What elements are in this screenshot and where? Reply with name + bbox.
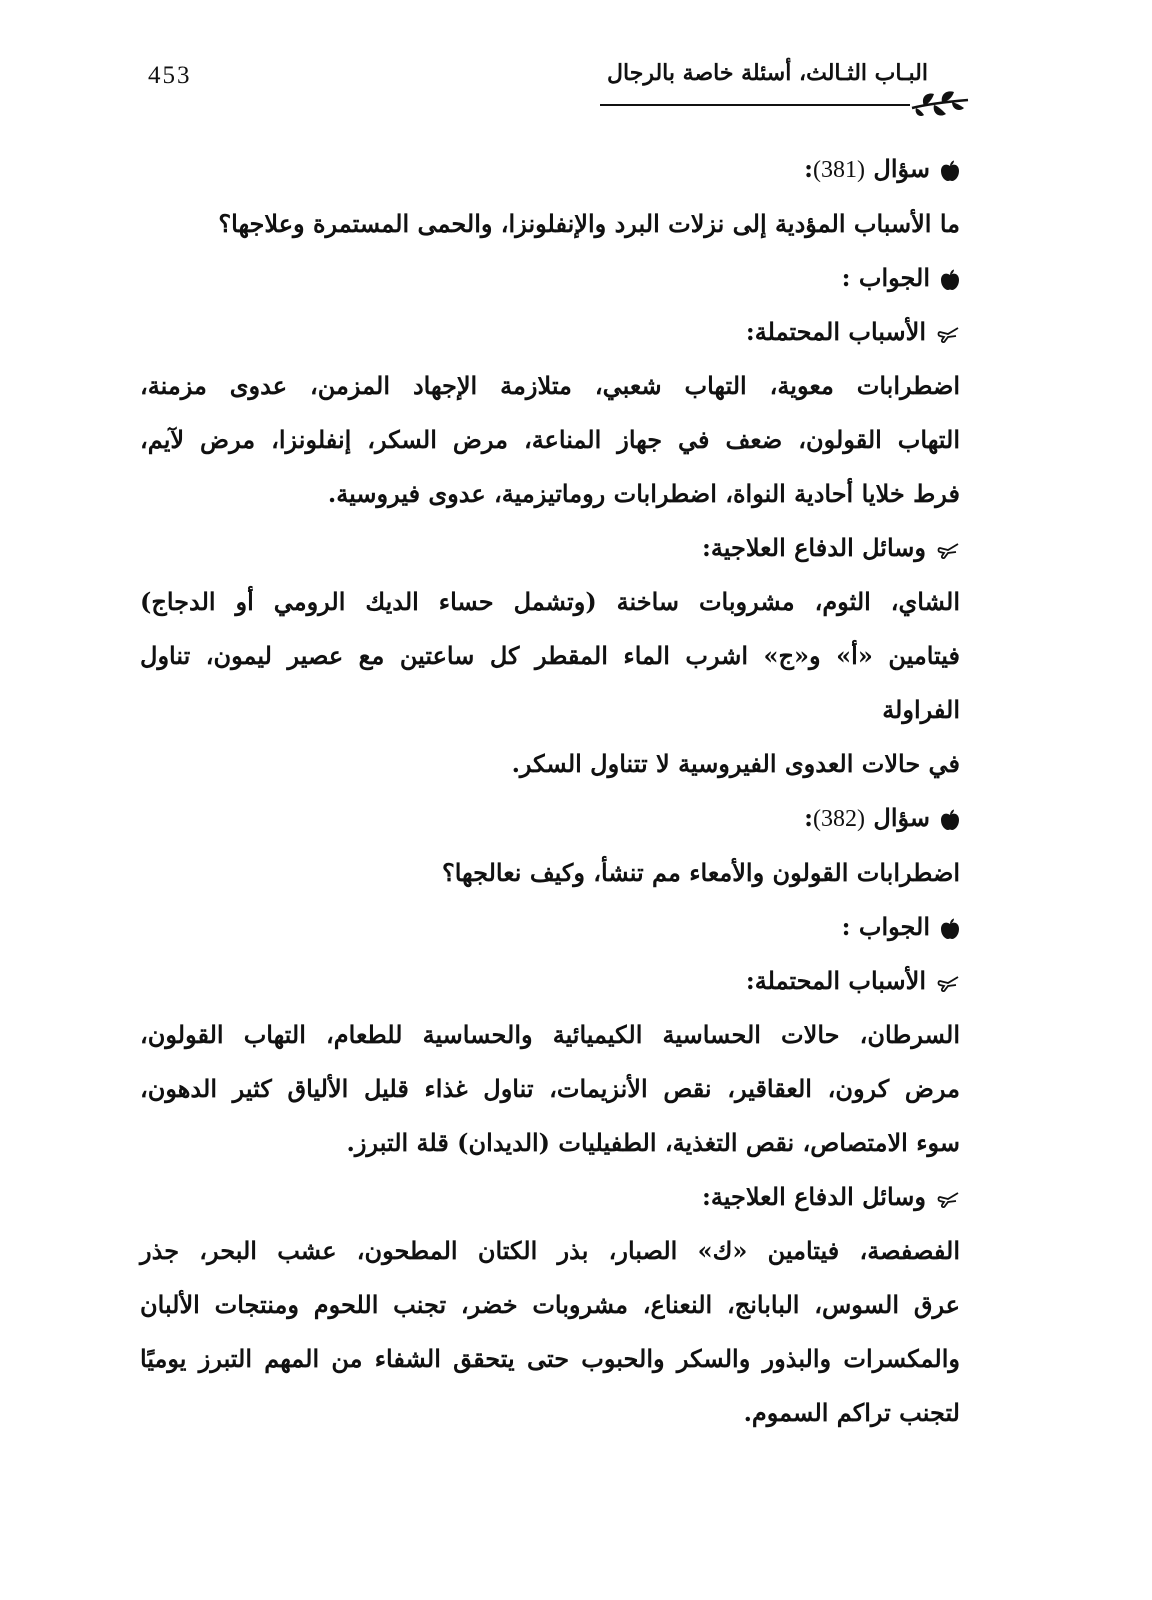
defense-label: وسائل الدفاع العلاجية: [702, 1182, 926, 1211]
causes-heading-381 [140, 305, 960, 359]
question-heading-382 [140, 791, 960, 846]
causes-line: فرط خلايا أحادية النواة، اضطرابات روماتيزمية، عدوى فيروسية. [327, 479, 960, 508]
causes-label: الأسباب المحتملة: [745, 317, 926, 346]
pointing-hand-icon [936, 973, 960, 993]
pointing-hand-icon [936, 324, 960, 344]
defense-heading-381 [140, 521, 960, 575]
apple-icon [940, 160, 960, 182]
pointing-hand-icon [936, 1189, 960, 1209]
defense-line: عرق السوس، البابانج، النعناع، مشروبات خضر، تجنب اللحوم ومنتجات الألبان [140, 1290, 960, 1319]
page-number: 453 [148, 62, 192, 89]
page-header [140, 58, 970, 128]
leaf-branch-icon [910, 88, 970, 122]
answer-heading-381 [140, 251, 960, 305]
causes-line: مرض كرون، العقاقير، نقص الأنزيمات، تناول غذاء قليل الألياق كثير الدهون، [140, 1074, 960, 1103]
apple-icon [940, 269, 960, 291]
answer-label: الجواب : [841, 912, 930, 941]
defense-line: الشاي، الثوم، مشروبات ساخنة (وتشمل حساء الديك الرومي أو الدجاج) [140, 587, 960, 616]
causes-line: سوء الامتصاص، نقص التغذية، الطفيليات (الديدان) قلة التبرز. [346, 1128, 960, 1157]
apple-icon [940, 809, 960, 831]
header-rule [600, 104, 910, 106]
question-label: سؤال [873, 154, 930, 183]
causes-line: اضطرابات معوية، التهاب شعبي، متلازمة الإجهاد المزمن، عدوى مزمنة، [140, 371, 960, 400]
defense-line: الفصفصة، فيتامين «ك» الصبار، بذر الكتان المطحون، عشب البحر، جذر [140, 1236, 960, 1265]
defense-line: والمكسرات والبذور والسكر والحبوب حتى يتحقق الشفاء من المهم التبرز يوميًا [140, 1344, 960, 1373]
running-title: البـاب الثـالث، أسئلة خاصة بالرجال [607, 60, 928, 86]
defense-label: وسائل الدفاع العلاجية: [702, 533, 926, 562]
apple-icon [940, 918, 960, 940]
question-number: (382) [813, 806, 866, 832]
question-label: سؤال [873, 803, 930, 832]
question-heading-381 [140, 142, 960, 197]
defense-line: فيتامين «أ» و«ج» اشرب الماء المقطر كل ساعتين مع عصير ليمون، تناول الفراولة [140, 641, 960, 724]
answer-label: الجواب : [841, 263, 930, 292]
question-colon: : [804, 803, 814, 832]
defense-line: لتجنب تراكم السموم. [743, 1398, 960, 1427]
question-colon: : [804, 154, 814, 183]
pointing-hand-icon [936, 540, 960, 560]
defense-heading-382 [140, 1170, 960, 1224]
causes-line: السرطان، حالات الحساسية الكيميائية والحساسية للطعام، التهاب القولون، [140, 1020, 960, 1049]
page-content [140, 142, 960, 1440]
defense-line: في حالات العدوى الفيروسية لا تتناول السكر. [511, 749, 960, 778]
question-text-381: ما الأسباب المؤدية إلى نزلات البرد والإنفلونزا، والحمى المستمرة وعلاجها؟ [218, 209, 960, 238]
answer-heading-382 [140, 900, 960, 954]
causes-label: الأسباب المحتملة: [745, 966, 926, 995]
causes-heading-382 [140, 954, 960, 1008]
causes-line: التهاب القولون، ضعف في جهاز المناعة، مرض السكر، إنفلونزا، مرض لآيم، [140, 425, 960, 454]
question-text-382: اضطرابات القولون والأمعاء مم تنشأ، وكيف نعالجها؟ [441, 858, 960, 887]
question-number: (381) [813, 157, 866, 183]
